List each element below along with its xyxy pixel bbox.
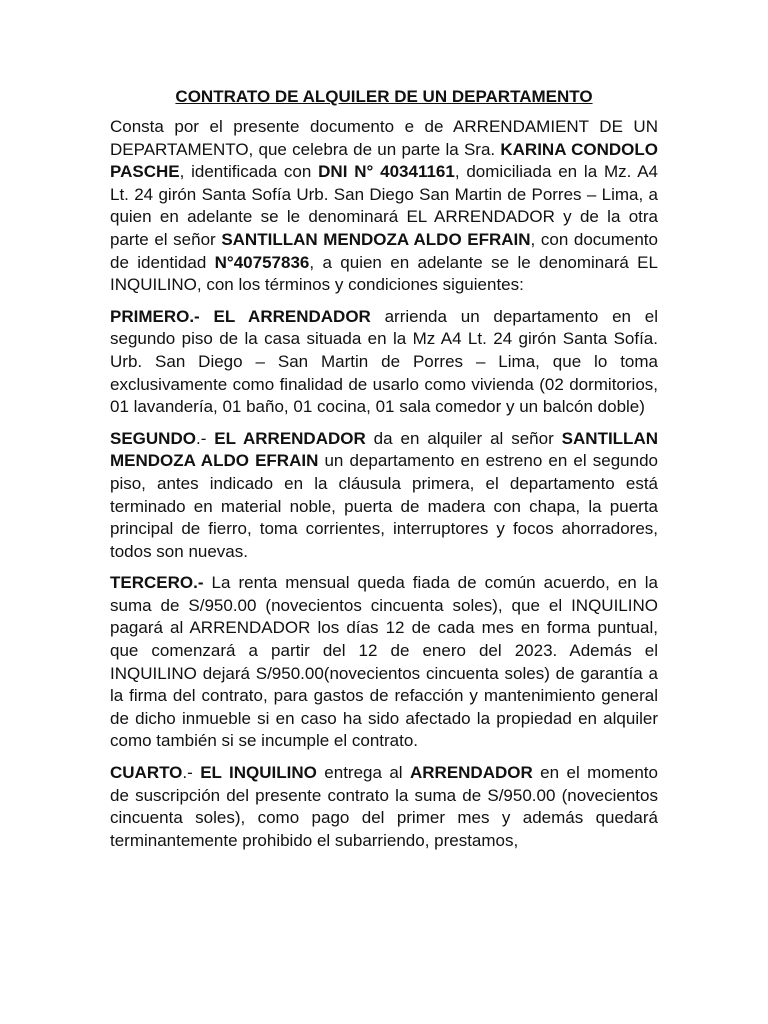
segundo-text-2: da en alquiler al señor bbox=[365, 428, 562, 448]
segundo-bold-3: SANTILLAN MENDOZA ALDO EFRAIN bbox=[110, 428, 658, 471]
cuarto-bold-1: CUARTO bbox=[110, 763, 183, 783]
intro-text-5: , a quien en adelante se le denominará EL INQUILINO, con los términos y condiciones siguientes: bbox=[110, 252, 658, 295]
segundo-text-3: un departamento en estreno en el segundo piso, antes indicado en la cláusula primera, el departamento está terminado en material noble, puerta de madera con chapa, la puerta principal de fierro, toma corrientes, interruptores y focos ahorradores, todos son nuevas. bbox=[110, 451, 658, 561]
document-page bbox=[110, 86, 658, 861]
intro-bold-4: N°40757836 bbox=[214, 252, 310, 272]
segundo-bold-1: SEGUNDO bbox=[110, 428, 196, 448]
cuarto-bold-2: EL INQUILINO bbox=[200, 763, 317, 783]
intro-bold-1: KARINA CONDOLO PASCHE bbox=[110, 139, 658, 182]
page-title: CONTRATO DE ALQUILER DE UN DEPARTAMENTO bbox=[175, 87, 593, 106]
clause-primero bbox=[110, 306, 658, 419]
segundo-bold-2: EL ARRENDADOR bbox=[214, 428, 366, 448]
cuarto-text-1: .- bbox=[182, 763, 201, 783]
intro-paragraph bbox=[110, 116, 658, 297]
clause-tercero bbox=[110, 572, 658, 753]
primero-bold-1: PRIMERO.- EL ARRENDADOR bbox=[110, 306, 371, 326]
primero-text-1: arrienda un departamento en el segundo piso de la casa situada en la Mz A4 Lt. 24 girón Santa Sofía. Urb. San Diego – San Martin de Porres – Lima, que lo toma exclusivamente como finalidad de usarlo como vivienda (02 dormitorios, 01 lavandería, 01 baño, 01 cocina, 01 sala comedor y un balcón doble) bbox=[110, 306, 658, 417]
cuarto-bold-3: ARRENDADOR bbox=[409, 763, 533, 783]
intro-text-4: , con documento de identidad bbox=[110, 229, 658, 272]
cuarto-text-3: en el momento de suscripción del presente contrato la suma de S/950.00 (novecientos cincuenta soles), como pago del primer mes y además quedará terminantemente prohibido el subarriendo, prestamos, bbox=[110, 763, 658, 850]
clause-segundo bbox=[110, 428, 658, 564]
intro-text-2: , identificada con bbox=[179, 162, 319, 182]
intro-text-1: Consta por el presente documento e de ARRENDAMIENT DE UN DEPARTAMENTO, que celebra de un parte la Sra. bbox=[110, 117, 658, 159]
intro-bold-3: SANTILLAN MENDOZA ALDO EFRAIN bbox=[221, 229, 531, 249]
cuarto-text-2: entrega al bbox=[316, 763, 410, 783]
intro-bold-2: DNI N° 40341161 bbox=[318, 162, 455, 182]
segundo-text-1: .- bbox=[195, 428, 215, 448]
clause-cuarto bbox=[110, 762, 658, 852]
tercero-text-1: La renta mensual queda fiada de común acuerdo, en la suma de S/950.00 (novecientos cincuenta soles), que el INQUILINO pagará al ARRENDADOR los días 12 de cada mes en forma puntual, que comenzará a partir del 12 de enero del 2023. Además el INQUILINO dejará S/950.00(novecientos cincuenta soles) de garantía a la firma del contrato, para gastos de refacción y mantenimiento general de dicho inmueble si en caso ha sido afectado la propiedad en alquiler como también si se incumple el contrato. bbox=[110, 573, 658, 751]
intro-text-3: , domiciliada en la Mz. A4 Lt. 24 girón Santa Sofía Urb. San Diego San Martin de Porres – Lima, a quien en adelante se le denominará EL ARRENDADOR y de la otra parte el señor bbox=[110, 162, 659, 249]
tercero-bold-1: TERCERO.- bbox=[110, 573, 204, 593]
